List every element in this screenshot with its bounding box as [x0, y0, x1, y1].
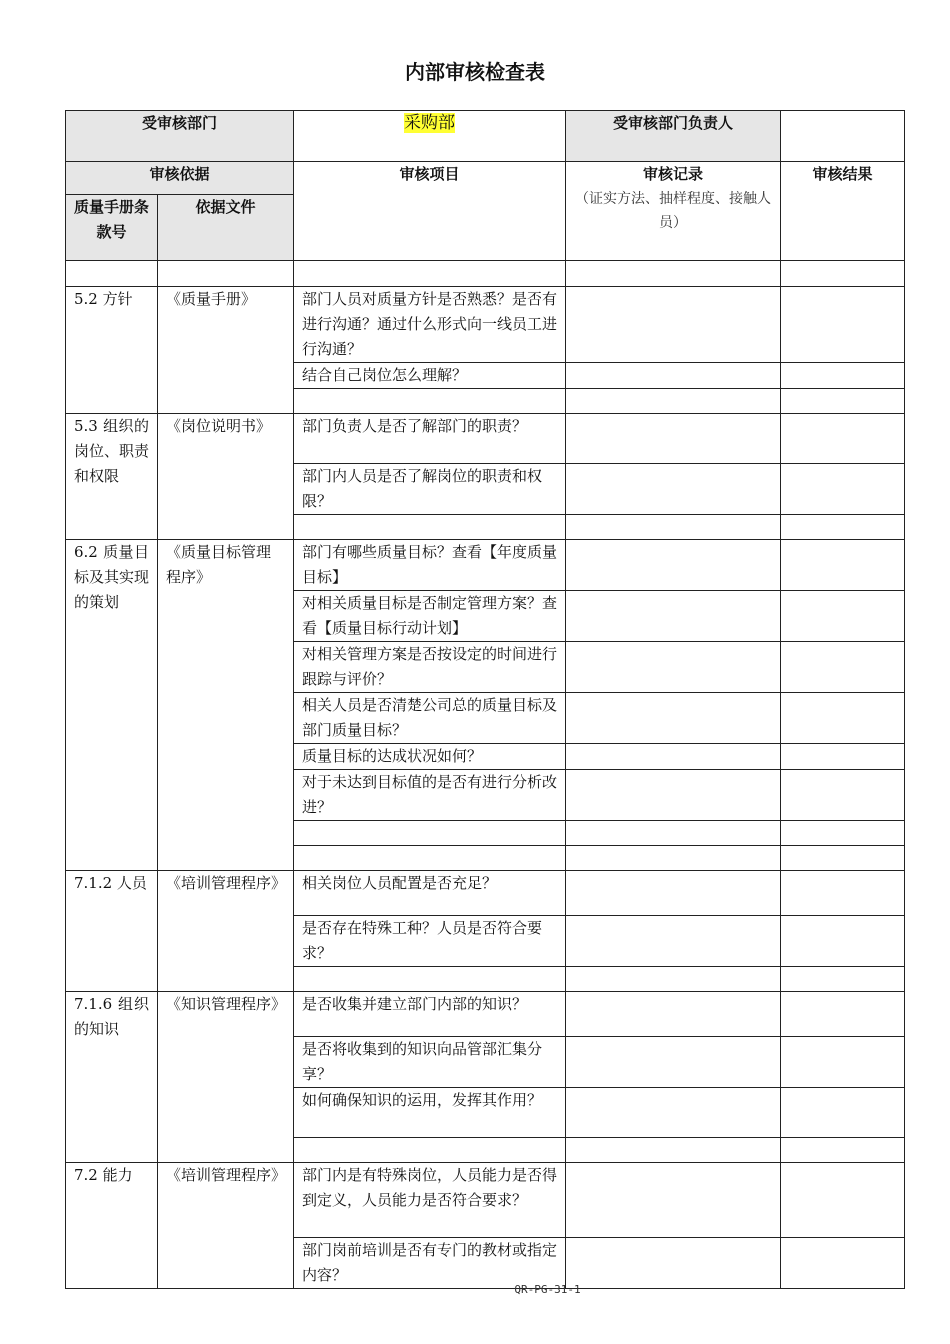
clause-cell: 7.1.2 人员: [66, 871, 158, 992]
audit-item-cell: 结合自己岗位怎么理解？: [294, 363, 566, 389]
audit-item-cell: 是否收集并建立部门内部的知识？: [294, 992, 566, 1037]
audit-result-cell: [781, 414, 905, 464]
table-row: [66, 871, 905, 916]
audit-item-cell: 部门内是有特殊岗位，人员能力是否得到定义，人员能力是否符合要求？: [294, 1163, 566, 1238]
audit-record-cell: [566, 363, 781, 389]
audit-record-cell: [566, 846, 781, 871]
audit-result-cell: [781, 591, 905, 642]
table-row: [66, 992, 905, 1037]
clause-cell: 7.1.6 组织的知识: [66, 992, 158, 1163]
audit-result-cell: [781, 967, 905, 992]
audit-record-label: 审核记录: [643, 165, 704, 183]
audit-record-cell: [566, 464, 781, 515]
audit-result-cell: [781, 992, 905, 1037]
audit-item-cell: [294, 846, 566, 871]
audit-record-cell: [566, 871, 781, 916]
audit-result-cell: [781, 363, 905, 389]
basis-document-cell: 《质量手册》: [158, 287, 294, 414]
table-row: [66, 287, 905, 363]
audit-result-cell: [781, 821, 905, 846]
spacer-row: [66, 261, 905, 287]
audit-result-cell: [781, 642, 905, 693]
audit-record-cell: [566, 916, 781, 967]
audit-record-cell: [566, 967, 781, 992]
audit-record-cell: [566, 770, 781, 821]
audit-item-cell: 质量目标的达成状况如何？: [294, 744, 566, 770]
clause-cell: 5.3 组织的岗位、职责和权限: [66, 414, 158, 540]
checklist-body: [66, 287, 905, 1289]
audit-result-cell: [781, 916, 905, 967]
audit-item-cell: 如何确保知识的运用，发挥其作用？: [294, 1088, 566, 1138]
audit-result-cell: [781, 846, 905, 871]
audit-record-cell: [566, 389, 781, 414]
audit-result-header: 审核结果: [781, 162, 905, 261]
audit-result-cell: [781, 770, 905, 821]
audit-result-cell: [781, 515, 905, 540]
form-code: QR-PG-31-1: [514, 1283, 581, 1296]
audit-record-cell: [566, 642, 781, 693]
audit-result-cell: [781, 871, 905, 916]
audit-item-cell: 部门人员对质量方针是否熟悉？是否有进行沟通？通过什么形式向一线员工进行沟通？: [294, 287, 566, 363]
dept-manager-label: 受审核部门负责人: [566, 111, 781, 162]
manual-clause-header: 质量手册条款号: [66, 195, 158, 261]
audit-item-cell: 部门岗前培训是否有专门的教材或指定内容？: [294, 1238, 566, 1289]
audit-item-cell: [294, 515, 566, 540]
audit-record-cell: [566, 1163, 781, 1238]
audit-item-cell: [294, 967, 566, 992]
audit-record-header: [566, 162, 781, 261]
audited-dept-label: 受审核部门: [66, 111, 294, 162]
clause-cell: 6.2 质量目标及其实现的策划: [66, 540, 158, 871]
audit-basis-label: 审核依据: [66, 162, 294, 195]
clause-cell: 7.2 能力: [66, 1163, 158, 1289]
audit-result-cell: [781, 693, 905, 744]
audit-result-cell: [781, 540, 905, 591]
audited-dept-cell: [294, 111, 566, 162]
audit-item-cell: 部门内人员是否了解岗位的职责和权限？: [294, 464, 566, 515]
basis-document-header: 依据文件: [158, 195, 294, 261]
page-title: 内部审核检查表: [405, 60, 545, 84]
audit-result-cell: [781, 1037, 905, 1088]
audit-result-cell: [781, 1138, 905, 1163]
audit-record-cell: [566, 693, 781, 744]
audit-record-cell: [566, 591, 781, 642]
audit-record-cell: [566, 1138, 781, 1163]
audited-dept-value: 采购部: [404, 113, 456, 133]
audit-record-cell: [566, 1088, 781, 1138]
audit-item-cell: [294, 1138, 566, 1163]
audit-item-cell: [294, 389, 566, 414]
table-row: [66, 1163, 905, 1238]
basis-document-cell: 《质量目标管理程序》: [158, 540, 294, 871]
table-row: [66, 414, 905, 464]
audit-item-cell: [294, 821, 566, 846]
audit-record-cell: [566, 414, 781, 464]
basis-document-cell: 《培训管理程序》: [158, 871, 294, 992]
dept-manager-value: [781, 111, 905, 162]
basis-document-cell: 《知识管理程序》: [158, 992, 294, 1163]
audit-result-cell: [781, 464, 905, 515]
audit-item-cell: 是否将收集到的知识向品管部汇集分享？: [294, 1037, 566, 1088]
audit-result-cell: [781, 1088, 905, 1138]
basis-document-cell: 《培训管理程序》: [158, 1163, 294, 1289]
audit-result-cell: [781, 1163, 905, 1238]
audit-item-cell: 对于未达到目标值的是否有进行分析改进？: [294, 770, 566, 821]
audit-item-cell: 对相关管理方案是否按设定的时间进行跟踪与评价？: [294, 642, 566, 693]
basis-document-cell: 《岗位说明书》: [158, 414, 294, 540]
audit-item-header: 审核项目: [294, 162, 566, 261]
audit-result-cell: [781, 389, 905, 414]
audit-record-cell: [566, 992, 781, 1037]
audit-item-cell: 对相关质量目标是否制定管理方案？查看【质量目标行动计划】: [294, 591, 566, 642]
audit-record-cell: [566, 821, 781, 846]
audit-record-cell: [566, 540, 781, 591]
audit-record-sublabel: （证实方法、抽样程度、接触人员）: [575, 191, 772, 231]
audit-item-cell: 是否存在特殊工种？人员是否符合要求？: [294, 916, 566, 967]
audit-record-cell: [566, 1238, 781, 1289]
audit-record-cell: [566, 287, 781, 363]
audit-checklist-table: [65, 110, 905, 1289]
audit-record-cell: [566, 744, 781, 770]
audit-item-cell: 部门负责人是否了解部门的职责？: [294, 414, 566, 464]
audit-item-cell: 部门有哪些质量目标？查看【年度质量目标】: [294, 540, 566, 591]
audit-record-cell: [566, 515, 781, 540]
audit-record-cell: [566, 1037, 781, 1088]
audit-item-cell: 相关岗位人员配置是否充足？: [294, 871, 566, 916]
table-row: [66, 540, 905, 591]
clause-cell: 5.2 方针: [66, 287, 158, 414]
audit-result-cell: [781, 287, 905, 363]
audit-item-cell: 相关人员是否清楚公司总的质量目标及部门质量目标？: [294, 693, 566, 744]
audit-result-cell: [781, 744, 905, 770]
audit-result-cell: [781, 1238, 905, 1289]
